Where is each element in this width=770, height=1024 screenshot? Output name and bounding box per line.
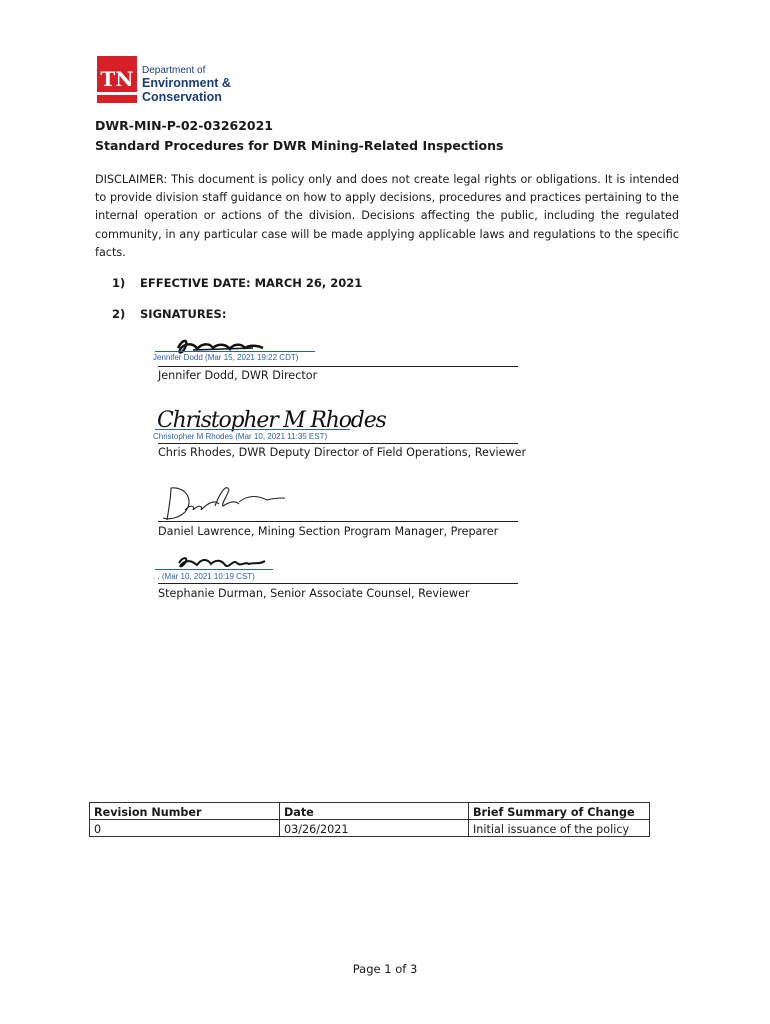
handwritten-signature-lawrence [155,480,295,524]
signature-script-text: Christopher M Rhodes [157,408,386,433]
document-title: Standard Procedures for DWR Mining-Related Inspections [95,138,504,153]
logo-line-1: Department of [142,65,206,76]
page-number: Page 1 of 3 [352,962,418,976]
tn-badge [97,56,137,103]
signatory-name: Daniel Lawrence, Mining Section Program Manager, Preparer [158,525,499,538]
signature-underline [155,569,273,570]
section-signatures [112,307,226,321]
section-label: EFFECTIVE DATE: MARCH 26, 2021 [140,276,363,290]
logo-line-3: Conservation [142,90,222,104]
signature-stamp: . . (Mar 10, 2021 10:19 CST) [153,572,255,581]
section-number: 1) [112,276,126,290]
signatory-name: Chris Rhodes, DWR Deputy Director of Field Operations, Reviewer [158,446,527,459]
table-row [90,820,650,837]
signature-stamp: Jennifer Dodd (Mar 15, 2021 19:22 CDT) [153,353,299,362]
signature-line [158,366,518,367]
tn-badge-text: TN [100,67,134,91]
logo-line-2: Environment & [142,76,231,90]
section-effective-date [112,276,362,290]
signature-line [158,583,518,584]
table-header-summary: Brief Summary of Change [469,803,650,820]
signature-line [158,443,518,444]
tn-badge-bar [97,92,137,95]
handwritten-signature-durman [175,553,270,573]
section-number: 2) [112,307,126,321]
table-header-date: Date [280,803,469,820]
revision-table [89,802,650,837]
table-header-row [90,803,650,820]
table-header-revision-number: Revision Number [90,803,280,820]
signatory-name: Jennifer Dodd, DWR Director [158,369,318,382]
document-id: DWR-MIN-P-02-03262021 [95,118,274,133]
signatory-name: Stephanie Durman, Senior Associate Counsel, Reviewer [158,587,470,600]
tdec-logo [97,56,247,106]
signature-line [158,521,518,522]
table-cell-date: 03/26/2021 [280,820,469,837]
table-cell-summary: Initial issuance of the policy [469,820,650,837]
signature-underline [155,351,315,352]
disclaimer-paragraph: DISCLAIMER: This document is policy only and does not create legal rights or obligations. It is intended to provide division staff guidance on how to apply decisions, procedures and practices pertaining to the internal operation or actions of the division. Decisions affecting the public, including the regulated community, in any particular case will be made applying applicable laws and regulations to the specific facts. [95,173,679,259]
table-cell-revision-number: 0 [90,820,280,837]
section-label: SIGNATURES: [140,307,227,321]
signature-underline [155,429,350,430]
signature-stamp: Christopher M Rhodes (Mar 10, 2021 11:35 EST) [153,432,328,441]
